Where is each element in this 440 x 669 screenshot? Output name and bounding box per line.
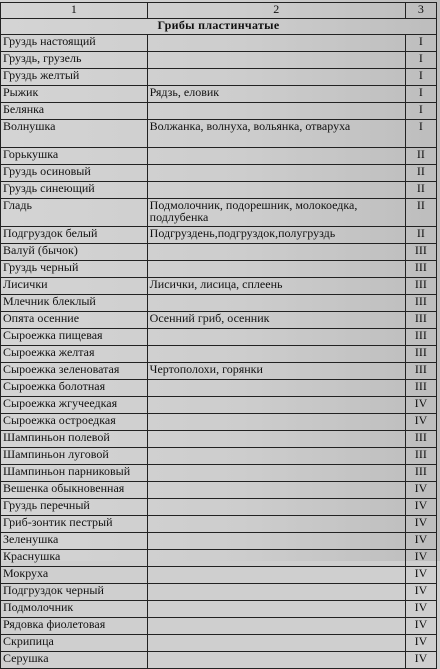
mushroom-name-cell: Гладь <box>1 199 148 227</box>
synonyms-cell <box>147 69 405 86</box>
table-row <box>1 346 437 363</box>
mushroom-name-cell: Белянка <box>1 103 148 120</box>
mushroom-name-cell: Опята осенние <box>1 312 148 329</box>
mushroom-name-cell: Млечник блеклый <box>1 295 148 312</box>
section-title: Грибы пластинчатые <box>1 19 437 35</box>
synonyms-cell <box>147 329 405 346</box>
category-cell: I <box>405 120 436 148</box>
category-cell: III <box>405 278 436 295</box>
synonyms-cell: Лисички, лисица, сплеень <box>147 278 405 295</box>
table-row <box>1 635 437 652</box>
table-row <box>1 652 437 669</box>
mushroom-name-cell: Сыроежка желтая <box>1 346 148 363</box>
mushroom-name-cell: Горькушка <box>1 148 148 165</box>
category-cell: I <box>405 52 436 69</box>
mushroom-name-cell: Гриб-зонтик пестрый <box>1 516 148 533</box>
category-cell: I <box>405 86 436 103</box>
mushroom-name-cell: Валуй (бычок) <box>1 244 148 261</box>
mushroom-name-cell: Рядовка фиолетовая <box>1 618 148 635</box>
table-row <box>1 69 437 86</box>
mushroom-name-cell: Вешенка обыкновенная <box>1 482 148 499</box>
mushroom-name-cell: Сыроежка жгучеедкая <box>1 397 148 414</box>
table-row <box>1 86 437 103</box>
category-cell: II <box>405 182 436 199</box>
table-row <box>1 165 437 182</box>
category-cell: I <box>405 69 436 86</box>
mushroom-name-cell: Сыроежка остроедкая <box>1 414 148 431</box>
category-cell: IV <box>405 516 436 533</box>
mushroom-name-cell: Груздь настоящий <box>1 35 148 52</box>
synonyms-cell <box>147 550 405 567</box>
mushroom-name-cell: Груздь осиновый <box>1 165 148 182</box>
synonyms-cell <box>147 244 405 261</box>
category-cell: IV <box>405 635 436 652</box>
mushroom-name-cell: Сыроежка зеленоватая <box>1 363 148 380</box>
table-row <box>1 516 437 533</box>
table-row <box>1 52 437 69</box>
mushroom-name-cell: Шампиньон парниковый <box>1 465 148 482</box>
category-cell: III <box>405 329 436 346</box>
table-row <box>1 278 437 295</box>
synonyms-cell <box>147 601 405 618</box>
synonyms-cell <box>147 397 405 414</box>
table-row <box>1 482 437 499</box>
synonyms-cell <box>147 380 405 397</box>
mushroom-name-cell: Лисички <box>1 278 148 295</box>
mushroom-name-cell: Скрипица <box>1 635 148 652</box>
category-cell: IV <box>405 482 436 499</box>
table-row <box>1 244 437 261</box>
category-cell: IV <box>405 414 436 431</box>
category-cell: II <box>405 199 436 227</box>
mushroom-name-cell: Груздь синеющий <box>1 182 148 199</box>
category-cell: IV <box>405 567 436 584</box>
category-cell: III <box>405 312 436 329</box>
synonyms-cell: Рядзь, еловик <box>147 86 405 103</box>
synonyms-cell: Подгруздень,подгруздок,полугруздь <box>147 227 405 244</box>
table-row <box>1 567 437 584</box>
synonyms-cell <box>147 618 405 635</box>
table-header-row <box>1 3 437 19</box>
mushroom-name-cell: Подгруздок черный <box>1 584 148 601</box>
table-row <box>1 618 437 635</box>
category-cell: III <box>405 465 436 482</box>
mushroom-name-cell: Рыжик <box>1 86 148 103</box>
table-row <box>1 182 437 199</box>
category-cell: III <box>405 295 436 312</box>
table-row <box>1 448 437 465</box>
table-row <box>1 363 437 380</box>
column-header-2: 2 <box>147 3 405 19</box>
category-cell: III <box>405 346 436 363</box>
table-row <box>1 465 437 482</box>
synonyms-cell <box>147 346 405 363</box>
mushroom-name-cell: Сыроежка пищевая <box>1 329 148 346</box>
synonyms-cell <box>147 584 405 601</box>
category-cell: I <box>405 103 436 120</box>
table-row <box>1 261 437 278</box>
mushroom-name-cell: Зеленушка <box>1 533 148 550</box>
mushroom-name-cell: Краснушка <box>1 550 148 567</box>
table-row <box>1 35 437 52</box>
category-cell: III <box>405 261 436 278</box>
mushroom-name-cell: Волнушка <box>1 120 148 148</box>
category-cell: II <box>405 227 436 244</box>
synonyms-cell <box>147 448 405 465</box>
category-cell: II <box>405 165 436 182</box>
synonyms-cell <box>147 148 405 165</box>
table-row <box>1 329 437 346</box>
category-cell: III <box>405 448 436 465</box>
synonyms-cell <box>147 35 405 52</box>
synonyms-cell <box>147 499 405 516</box>
table-row <box>1 380 437 397</box>
mushroom-table <box>0 2 437 669</box>
table-row <box>1 601 437 618</box>
table-row <box>1 148 437 165</box>
table-body <box>1 3 437 669</box>
category-cell: III <box>405 244 436 261</box>
category-cell: IV <box>405 601 436 618</box>
synonyms-cell <box>147 182 405 199</box>
synonyms-cell <box>147 52 405 69</box>
synonyms-cell <box>147 533 405 550</box>
mushroom-name-cell: Груздь желтый <box>1 69 148 86</box>
column-header-3: 3 <box>405 3 436 19</box>
synonyms-cell: Подмолочник, подорешник, молокоедка, подлубенка <box>147 199 405 227</box>
category-cell: IV <box>405 550 436 567</box>
synonyms-cell <box>147 567 405 584</box>
mushroom-name-cell: Груздь перечный <box>1 499 148 516</box>
synonyms-cell <box>147 635 405 652</box>
synonyms-cell <box>147 261 405 278</box>
table-row <box>1 397 437 414</box>
table-row <box>1 499 437 516</box>
mushroom-name-cell: Груздь черный <box>1 261 148 278</box>
category-cell: III <box>405 380 436 397</box>
table-row <box>1 227 437 244</box>
mushroom-name-cell: Груздь, грузель <box>1 52 148 69</box>
table-row <box>1 312 437 329</box>
synonyms-cell <box>147 103 405 120</box>
category-cell: II <box>405 148 436 165</box>
mushroom-name-cell: Серушка <box>1 652 148 669</box>
table-row <box>1 295 437 312</box>
synonyms-cell <box>147 431 405 448</box>
table-row <box>1 584 437 601</box>
table-row <box>1 533 437 550</box>
category-cell: I <box>405 35 436 52</box>
mushroom-name-cell: Подмолочник <box>1 601 148 618</box>
section-row <box>1 19 437 35</box>
synonyms-cell <box>147 414 405 431</box>
category-cell: IV <box>405 499 436 516</box>
mushroom-name-cell: Сыроежка болотная <box>1 380 148 397</box>
table-row <box>1 431 437 448</box>
column-header-1: 1 <box>1 3 148 19</box>
table-row <box>1 414 437 431</box>
table-row <box>1 199 437 227</box>
category-cell: IV <box>405 533 436 550</box>
synonyms-cell <box>147 482 405 499</box>
synonyms-cell <box>147 652 405 669</box>
synonyms-cell <box>147 465 405 482</box>
category-cell: IV <box>405 618 436 635</box>
category-cell: IV <box>405 652 436 669</box>
mushroom-name-cell: Мокруха <box>1 567 148 584</box>
synonyms-cell <box>147 165 405 182</box>
table-row <box>1 103 437 120</box>
mushroom-name-cell: Шампиньон луговой <box>1 448 148 465</box>
mushroom-name-cell: Подгруздок белый <box>1 227 148 244</box>
table-row <box>1 120 437 148</box>
category-cell: III <box>405 363 436 380</box>
synonyms-cell <box>147 295 405 312</box>
synonyms-cell <box>147 516 405 533</box>
table-row <box>1 550 437 567</box>
synonyms-cell: Осенний гриб, осенник <box>147 312 405 329</box>
synonyms-cell: Волжанка, волнуха, вольянка, отваруха <box>147 120 405 148</box>
category-cell: IV <box>405 397 436 414</box>
category-cell: IV <box>405 584 436 601</box>
synonyms-cell: Чертополохи, горянки <box>147 363 405 380</box>
mushroom-name-cell: Шампиньон полевой <box>1 431 148 448</box>
category-cell: III <box>405 431 436 448</box>
